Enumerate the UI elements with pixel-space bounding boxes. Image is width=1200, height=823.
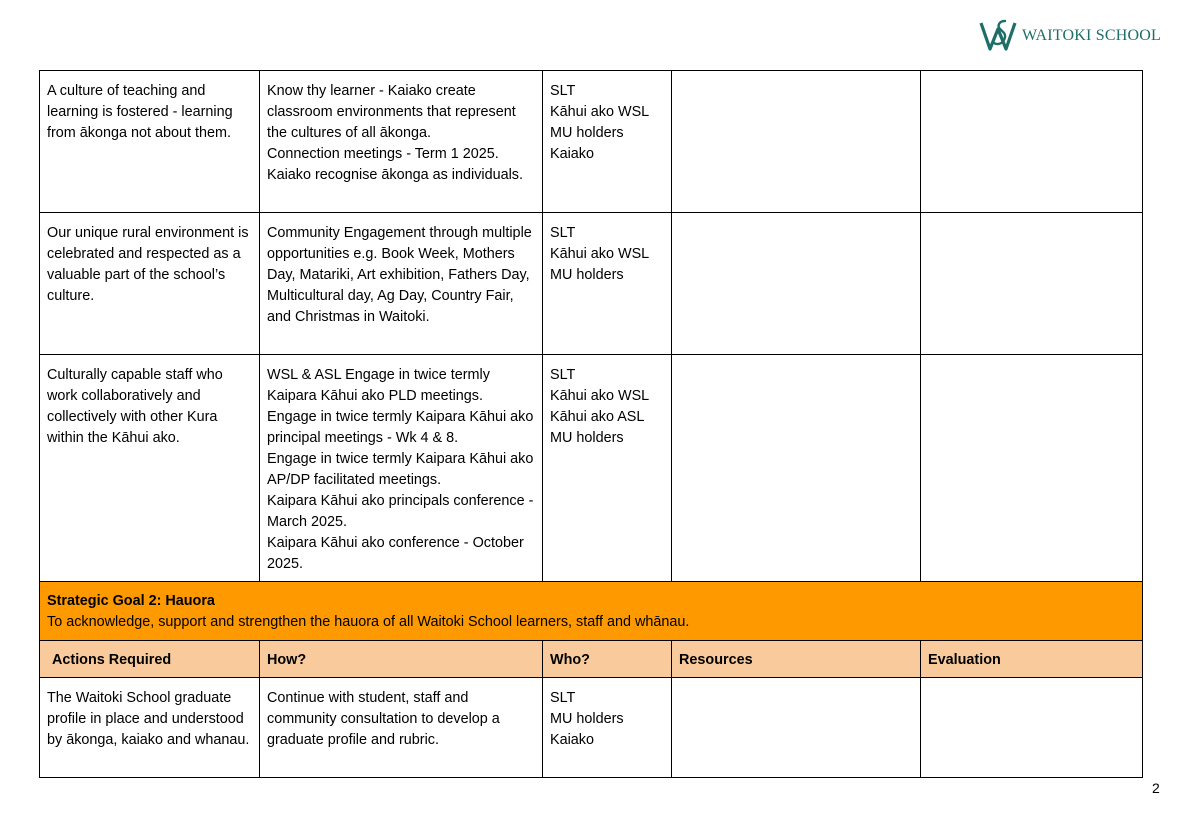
evaluation-cell xyxy=(921,678,1143,778)
table-row xyxy=(40,678,1143,778)
action-cell: A culture of teaching and learning is fostered - learning from ākonga not about them. xyxy=(40,71,260,213)
how-cell: Continue with student, staff and community consultation to develop a graduate profile and rubric. xyxy=(260,678,543,778)
column-header-how: How? xyxy=(260,641,543,678)
action-cell: The Waitoki School graduate profile in place and understood by ākonga, kaiako and whanau. xyxy=(40,678,260,778)
column-header-evaluation: Evaluation xyxy=(921,641,1143,678)
resources-cell xyxy=(672,213,921,355)
column-header-actions: Actions Required xyxy=(40,641,260,678)
table-row xyxy=(40,355,1143,582)
action-cell: Our unique rural environment is celebrated and respected as a valuable part of the school’s culture. xyxy=(40,213,260,355)
table-row xyxy=(40,71,1143,213)
resources-cell xyxy=(672,678,921,778)
strategic-goal-row xyxy=(40,582,1143,641)
page-number: 2 xyxy=(1152,780,1160,796)
how-cell: WSL & ASL Engage in twice termly Kaipara Kāhui ako PLD meetings. Engage in twice termly Kaipara Kāhui ako principal meetings - Wk 4 & 8. Engage in twice termly Kaipara Kāhui ako AP/DP facilitated meetings. Kaipara Kāhui ako principals conference - March 2025. Kaipara Kāhui ako conference - October 2025. xyxy=(260,355,543,582)
column-header-row xyxy=(40,641,1143,678)
evaluation-cell xyxy=(921,355,1143,582)
strategic-goal-cell xyxy=(40,582,1143,641)
resources-cell xyxy=(672,71,921,213)
how-cell: Know thy learner - Kaiako create classroom environments that represent the cultures of all ākonga. Connection meetings - Term 1 2025. Kaiako recognise ākonga as individuals. xyxy=(260,71,543,213)
column-header-who: Who? xyxy=(543,641,672,678)
strategic-goal-description: To acknowledge, support and strengthen the hauora of all Waitoki School learners, staff and whānau. xyxy=(47,614,690,630)
evaluation-cell xyxy=(921,213,1143,355)
who-cell: SLT Kāhui ako WSL MU holders Kaiako xyxy=(543,71,672,213)
who-cell: SLT Kāhui ako WSL Kāhui ako ASL MU holders xyxy=(543,355,672,582)
strategic-goal-title: Strategic Goal 2: Hauora xyxy=(47,593,215,609)
who-cell: SLT MU holders Kaiako xyxy=(543,678,672,778)
who-cell: SLT Kāhui ako WSL MU holders xyxy=(543,213,672,355)
strategic-plan-table xyxy=(39,70,1143,778)
school-logo xyxy=(978,16,1161,56)
column-header-resources: Resources xyxy=(672,641,921,678)
how-cell: Community Engagement through multiple opportunities e.g. Book Week, Mothers Day, Matariki, Art exhibition, Fathers Day, Multicultural day, Ag Day, Country Fair, and Christmas in Waitoki. xyxy=(260,213,543,355)
resources-cell xyxy=(672,355,921,582)
action-cell: Culturally capable staff who work collaboratively and collectively with other Kura within the Kāhui ako. xyxy=(40,355,260,582)
evaluation-cell xyxy=(921,71,1143,213)
logo-text: WAITOKI SCHOOL xyxy=(1022,27,1161,44)
waitoki-ws-logo-icon xyxy=(978,17,1018,55)
table-row xyxy=(40,213,1143,355)
